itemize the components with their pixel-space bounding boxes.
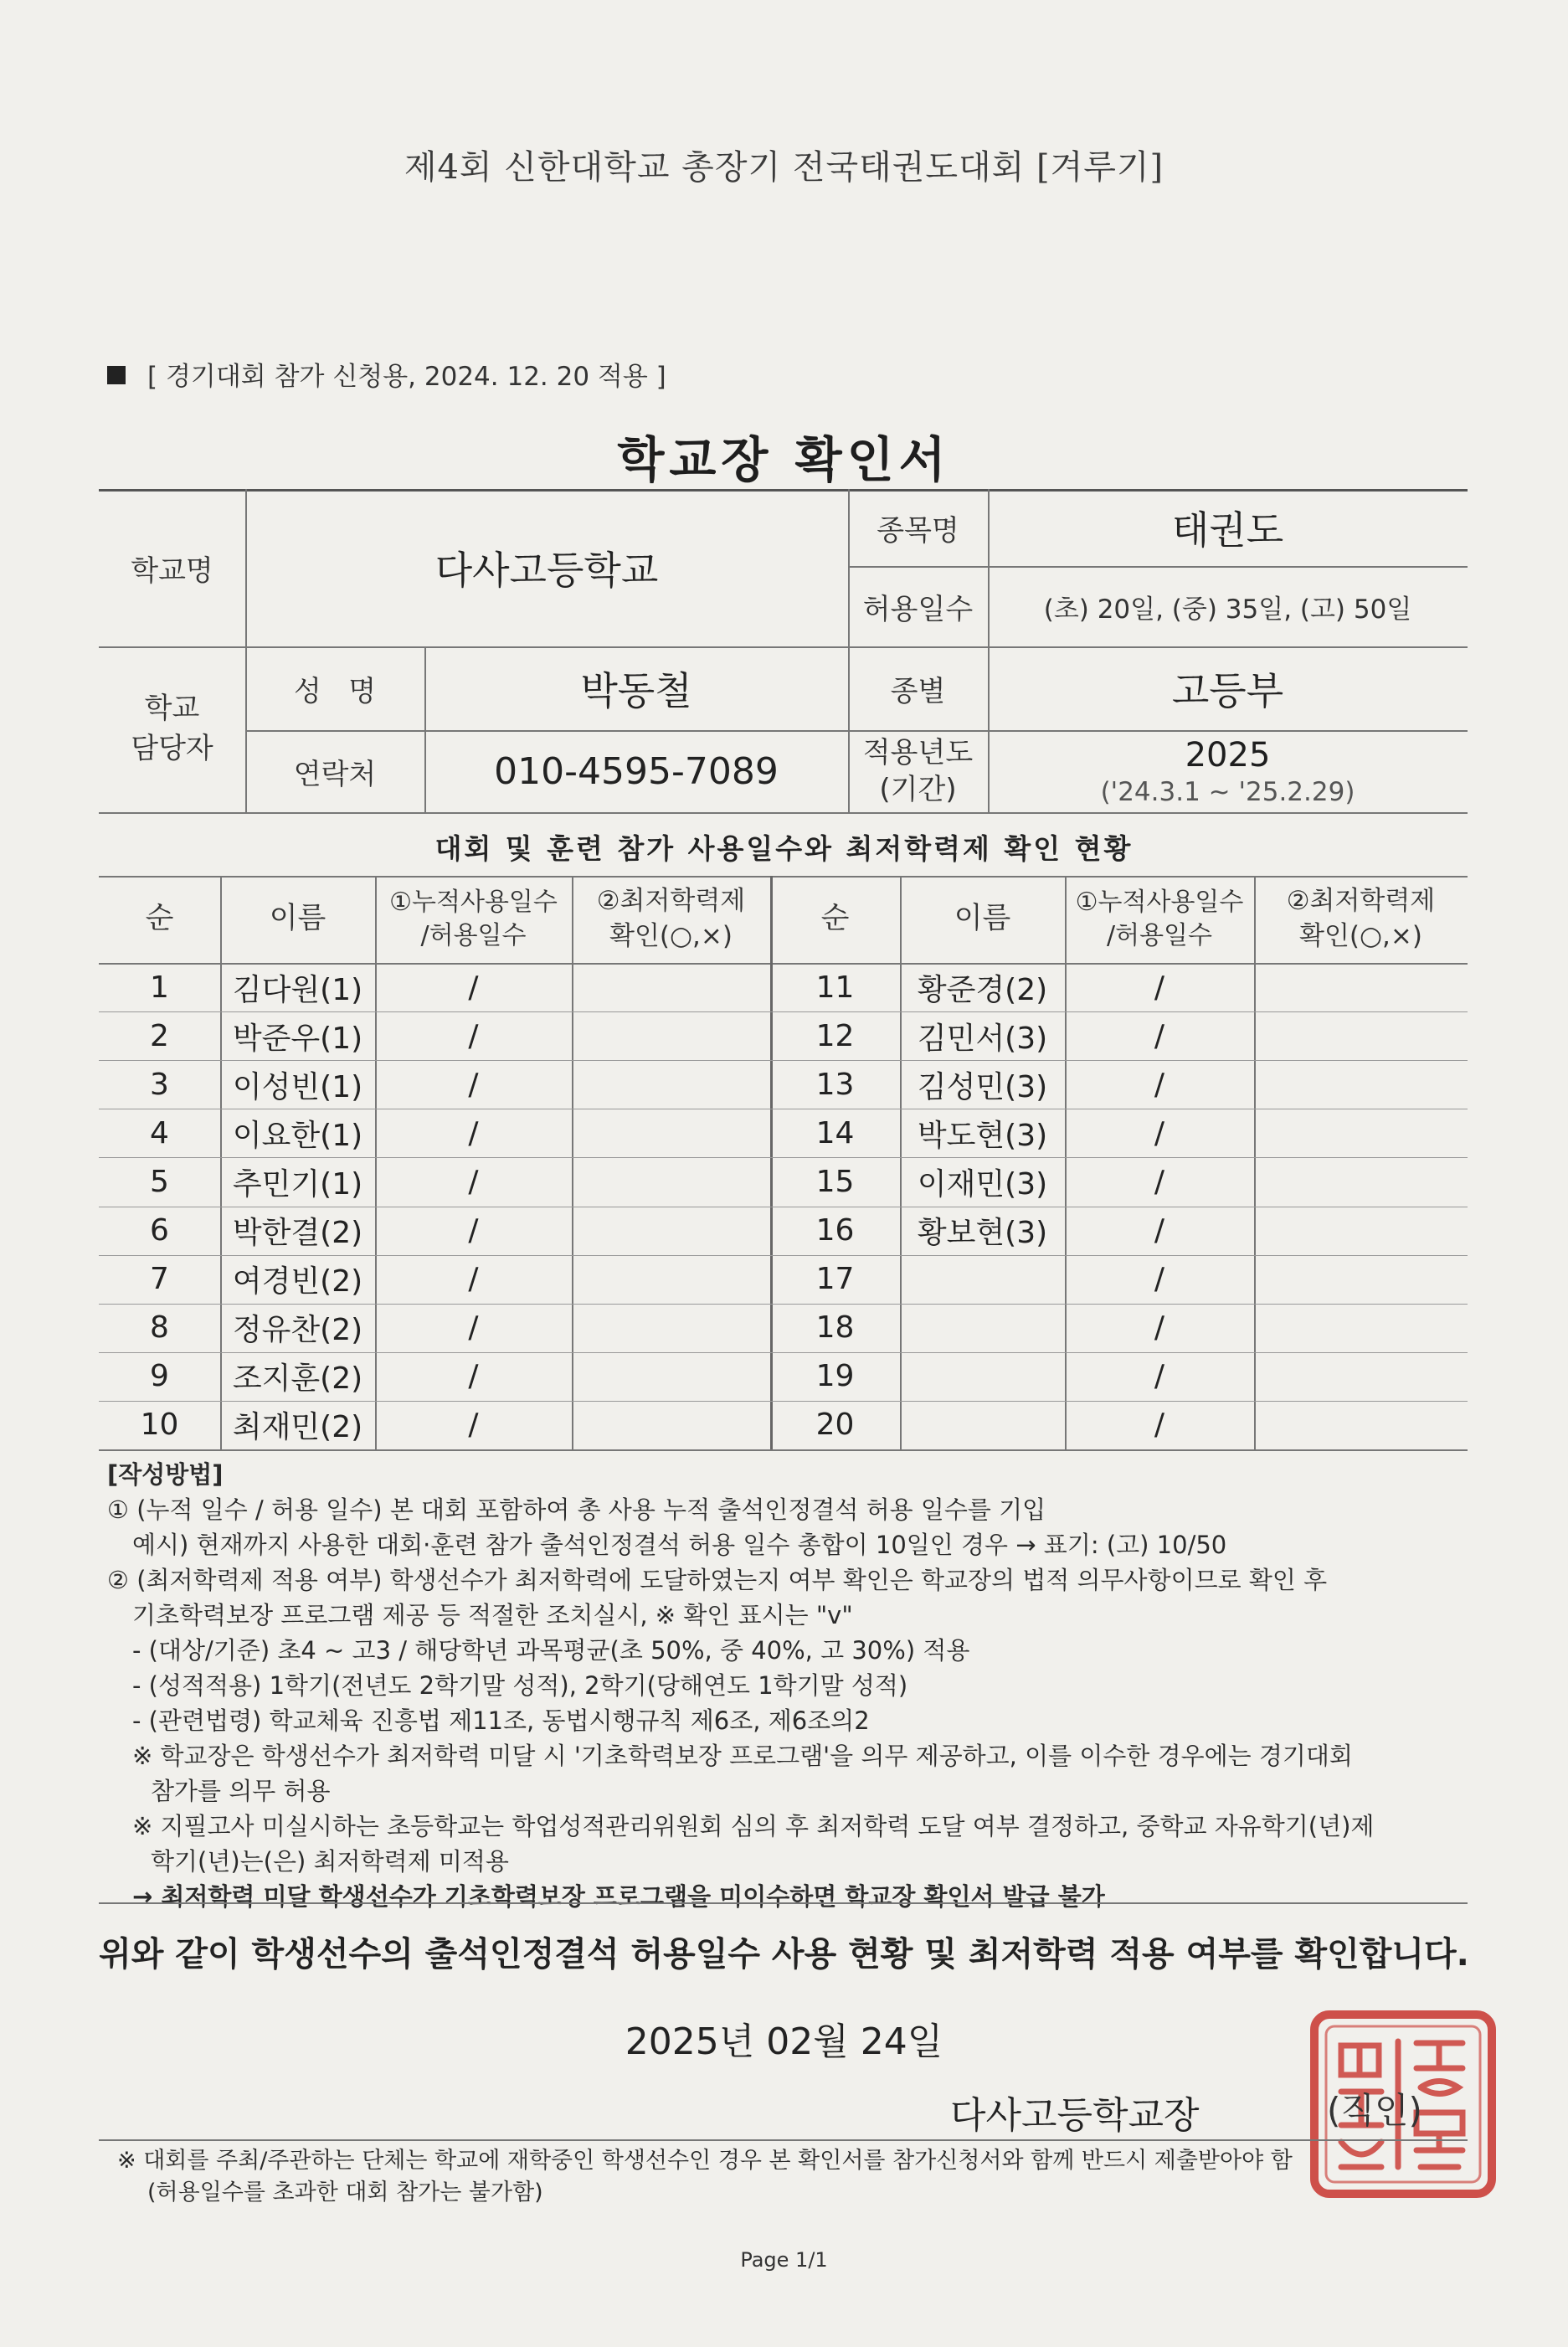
instruction-line: 참가를 의무 허용 (151, 1777, 331, 1805)
student-name (900, 1304, 1065, 1352)
footnote-line2: (허용일수를 초과한 대회 참가는 불가함) (147, 2180, 543, 2205)
min-academic-check (572, 963, 770, 1011)
instruction-line: - (성적적용) 1학기(전년도 2학기말 성적), 2학기(당해연도 1학기말 성적) (132, 1671, 908, 1700)
instruction-line: 학기(년)는(은) 최저학력제 미적용 (151, 1847, 509, 1876)
min-academic-check (1254, 963, 1468, 1011)
days-used: / (468, 1213, 479, 1248)
row-number: 4 (150, 1115, 169, 1150)
row-number: 15 (815, 1164, 855, 1199)
instructions-title: [작성방법] (107, 1460, 224, 1489)
student-name: 박한결(2) (232, 1216, 363, 1251)
min-academic-check (572, 1109, 770, 1157)
min-academic-check (1254, 1207, 1468, 1255)
event-title: 제4회 신한대학교 총장기 전국태권도대회 [겨루기] (404, 148, 1164, 187)
min-academic-check (1254, 1304, 1468, 1352)
days-used: / (1154, 1067, 1165, 1102)
days-used: / (468, 1115, 479, 1150)
days-used: / (1154, 1018, 1165, 1053)
square-bullet-icon (107, 366, 126, 384)
instruction-line: 기초학력보장 프로그램 제공 등 적절한 조치실시, ※ 확인 표시는 "v" (132, 1601, 853, 1629)
student-name: 박도현(3) (917, 1118, 1048, 1153)
min-academic-check (572, 1011, 770, 1060)
days-used: / (1154, 1310, 1165, 1346)
applied-year-label-line2: (기간) (879, 773, 957, 806)
row-number: 1 (150, 970, 169, 1005)
student-name: 추민기(1) (232, 1166, 363, 1202)
col-name-left: 이름 (269, 902, 326, 936)
student-name: 이재민(3) (917, 1166, 1048, 1202)
division-value: 고등부 (1171, 668, 1284, 713)
min-academic-check (1254, 1401, 1468, 1449)
days-used: / (468, 1018, 479, 1053)
days-used: / (468, 1262, 479, 1297)
student-name: 이성빈(1) (232, 1069, 363, 1104)
student-name: 황준경(2) (917, 972, 1048, 1007)
min-academic-check (572, 1060, 770, 1109)
student-name (900, 1352, 1065, 1401)
col-name-right: 이름 (954, 902, 1011, 936)
min-academic-check (1254, 1352, 1468, 1401)
student-name: 김성민(3) (917, 1069, 1048, 1104)
row-number: 13 (815, 1067, 855, 1102)
col-seq-left: 순 (145, 902, 174, 936)
min-academic-check (572, 1352, 770, 1401)
student-name: 황보현(3) (917, 1216, 1048, 1251)
student-name: 김민서(3) (917, 1021, 1048, 1056)
row-number: 7 (150, 1262, 169, 1297)
instructions (107, 1457, 1480, 1914)
min-academic-check (1254, 1011, 1468, 1060)
row-number: 3 (150, 1067, 169, 1102)
issue-date: 2025년 02월 24일 (625, 2020, 943, 2063)
days-used: / (1154, 1262, 1165, 1297)
roster-heading: 대회 및 훈련 참가 사용일수와 최저학력제 확인 현황 (434, 832, 1134, 865)
school-name-value: 다사고등학교 (434, 548, 659, 593)
row-number: 14 (815, 1115, 855, 1150)
footnote (117, 2145, 1490, 2209)
row-number: 12 (815, 1018, 855, 1053)
row-number: 20 (815, 1408, 855, 1443)
row-number: 9 (150, 1359, 169, 1394)
instruction-line: ※ 학교장은 학생선수가 최저학력 미달 시 '기초학력보장 프로그램'을 의무 제공하고, 이를 이수한 경우에는 경기대회 (132, 1742, 1353, 1770)
row-number: 10 (140, 1408, 179, 1443)
col-days-right (1065, 876, 1254, 963)
days-used: / (468, 970, 479, 1005)
min-academic-check (1254, 1060, 1468, 1109)
allowed-days-label: 허용일수 (862, 592, 974, 626)
student-name: 정유찬(2) (232, 1313, 363, 1348)
min-academic-check (572, 1157, 770, 1206)
student-name: 이요한(1) (232, 1118, 363, 1153)
document-title: 학교장 확인서 (617, 431, 951, 488)
footnote-line1: ※ 대회를 주최/주관하는 단체는 학교에 재학중인 학생선수인 경우 본 확인서를 참가신청서와 함께 반드시 제출받아야 함 (117, 2148, 1293, 2174)
applied-year-label-line1: 적용년도 (862, 735, 974, 769)
col-check-left-line2: 확인(○,×) (609, 921, 733, 951)
school-name-label: 학교명 (131, 553, 213, 588)
days-used: / (1154, 1115, 1165, 1150)
row-number: 8 (150, 1310, 169, 1346)
min-academic-check (572, 1255, 770, 1304)
contact-name-value: 박동철 (580, 668, 692, 713)
col-days-right-line2: /허용일수 (1106, 921, 1213, 950)
col-check-right (1254, 876, 1468, 963)
row-number: 5 (150, 1164, 169, 1199)
row-number: 19 (815, 1359, 855, 1394)
phone-value: 010-4595-7089 (494, 749, 779, 793)
col-check-right-line1: ②최저학력제 (1286, 886, 1436, 917)
phone-label: 연락처 (293, 757, 377, 791)
applied-year-label (848, 730, 988, 812)
page-number: Page 1/1 (740, 2248, 828, 2272)
days-used: / (468, 1164, 479, 1199)
seal-mark: (직인) (1327, 2090, 1422, 2131)
form-note (107, 355, 666, 393)
days-used: / (1154, 1408, 1165, 1443)
col-days-left (375, 876, 572, 963)
days-used: / (1154, 1359, 1165, 1394)
sport-value: 태권도 (1171, 507, 1284, 553)
student-name: 조지훈(2) (232, 1361, 363, 1397)
days-used: / (468, 1310, 479, 1346)
col-days-left-line2: /허용일수 (420, 921, 527, 950)
col-check-right-line2: 확인(○,×) (1299, 921, 1422, 951)
days-used: / (1154, 1213, 1165, 1248)
instruction-line: - (대상/기준) 초4 ~ 고3 / 해당학년 과목평균(초 50%, 중 40%, 고 30%) 적용 (132, 1636, 970, 1665)
confirmation-statement: 위와 같이 학생선수의 출석인정결석 허용일수 사용 현황 및 최저학력 적용 여부를 확인합니다. (99, 1935, 1469, 1974)
row-number: 11 (815, 970, 855, 1005)
student-name: 여경빈(2) (232, 1264, 363, 1300)
school-contact-label (99, 646, 245, 812)
instruction-line: ① (누적 일수 / 허용 일수) 본 대회 포함하여 총 사용 누적 출석인정결석 허용 일수를 기입 (107, 1495, 1046, 1524)
instruction-line: - (관련법령) 학교체육 진흥법 제11조, 동법시행규칙 제6조, 제6조의2 (132, 1706, 870, 1735)
col-check-left-line1: ②최저학력제 (596, 886, 746, 917)
col-days-right-line1: ①누적사용일수 (1075, 887, 1244, 917)
applied-year-value (988, 730, 1468, 812)
school-contact-label-line1: 학교 (144, 692, 200, 726)
applied-period: ('24.3.1 ~ '25.2.29) (1100, 776, 1355, 807)
applied-year-number: 2025 (1185, 735, 1271, 775)
min-academic-check (1254, 1255, 1468, 1304)
min-academic-check (1254, 1109, 1468, 1157)
form-note-text: [ 경기대회 참가 신청용, 2024. 12. 20 적용 ] (147, 362, 666, 392)
student-name: 최재민(2) (232, 1410, 363, 1445)
col-check-left (572, 876, 770, 963)
student-name (900, 1401, 1065, 1449)
min-academic-check (572, 1401, 770, 1449)
min-academic-check (1254, 1157, 1468, 1206)
col-days-left-line1: ①누적사용일수 (389, 887, 558, 917)
days-used: / (468, 1067, 479, 1102)
col-seq-right: 순 (820, 902, 850, 936)
days-used: / (1154, 970, 1165, 1005)
instruction-line: ② (최저학력제 적용 여부) 학생선수가 최저학력에 도달하였는지 여부 확인은 학교장의 법적 의무사항이므로 확인 후 (107, 1566, 1328, 1594)
row-number: 2 (150, 1018, 169, 1053)
days-used: / (1154, 1164, 1165, 1199)
name-label: 성 명 (293, 674, 377, 708)
min-academic-check (572, 1207, 770, 1255)
days-used: / (468, 1359, 479, 1394)
instruction-line: → 최저학력 미달 학생선수가 기초학력보장 프로그램을 미이수하면 학교장 확인서 발급 불가 (132, 1882, 1105, 1911)
instruction-line: 예시) 현재까지 사용한 대회·훈련 참가 출석인정결석 허용 일수 총합이 10일인 경우 → 표기: (고) 10/50 (132, 1531, 1227, 1559)
student-name: 박준우(1) (232, 1021, 363, 1056)
school-contact-label-line2: 담당자 (131, 732, 213, 765)
sport-label: 종목명 (877, 513, 959, 548)
instruction-line: ※ 지필고사 미실시하는 초등학교는 학업성적관리위원회 심의 후 최저학력 도달 여부 결정하고, 중학교 자유학기(년)제 (132, 1812, 1375, 1840)
min-academic-check (572, 1304, 770, 1352)
principal-title: 다사고등학교장 (950, 2094, 1200, 2137)
division-label: 종별 (890, 674, 946, 708)
days-used: / (468, 1408, 479, 1443)
student-name: 김다원(1) (232, 972, 363, 1007)
row-number: 6 (150, 1213, 169, 1248)
allowed-days-value: (초) 20일, (중) 35일, (고) 50일 (1043, 594, 1412, 625)
row-number: 17 (815, 1262, 855, 1297)
row-number: 16 (815, 1213, 855, 1248)
student-name (900, 1255, 1065, 1304)
row-number: 18 (815, 1310, 855, 1346)
